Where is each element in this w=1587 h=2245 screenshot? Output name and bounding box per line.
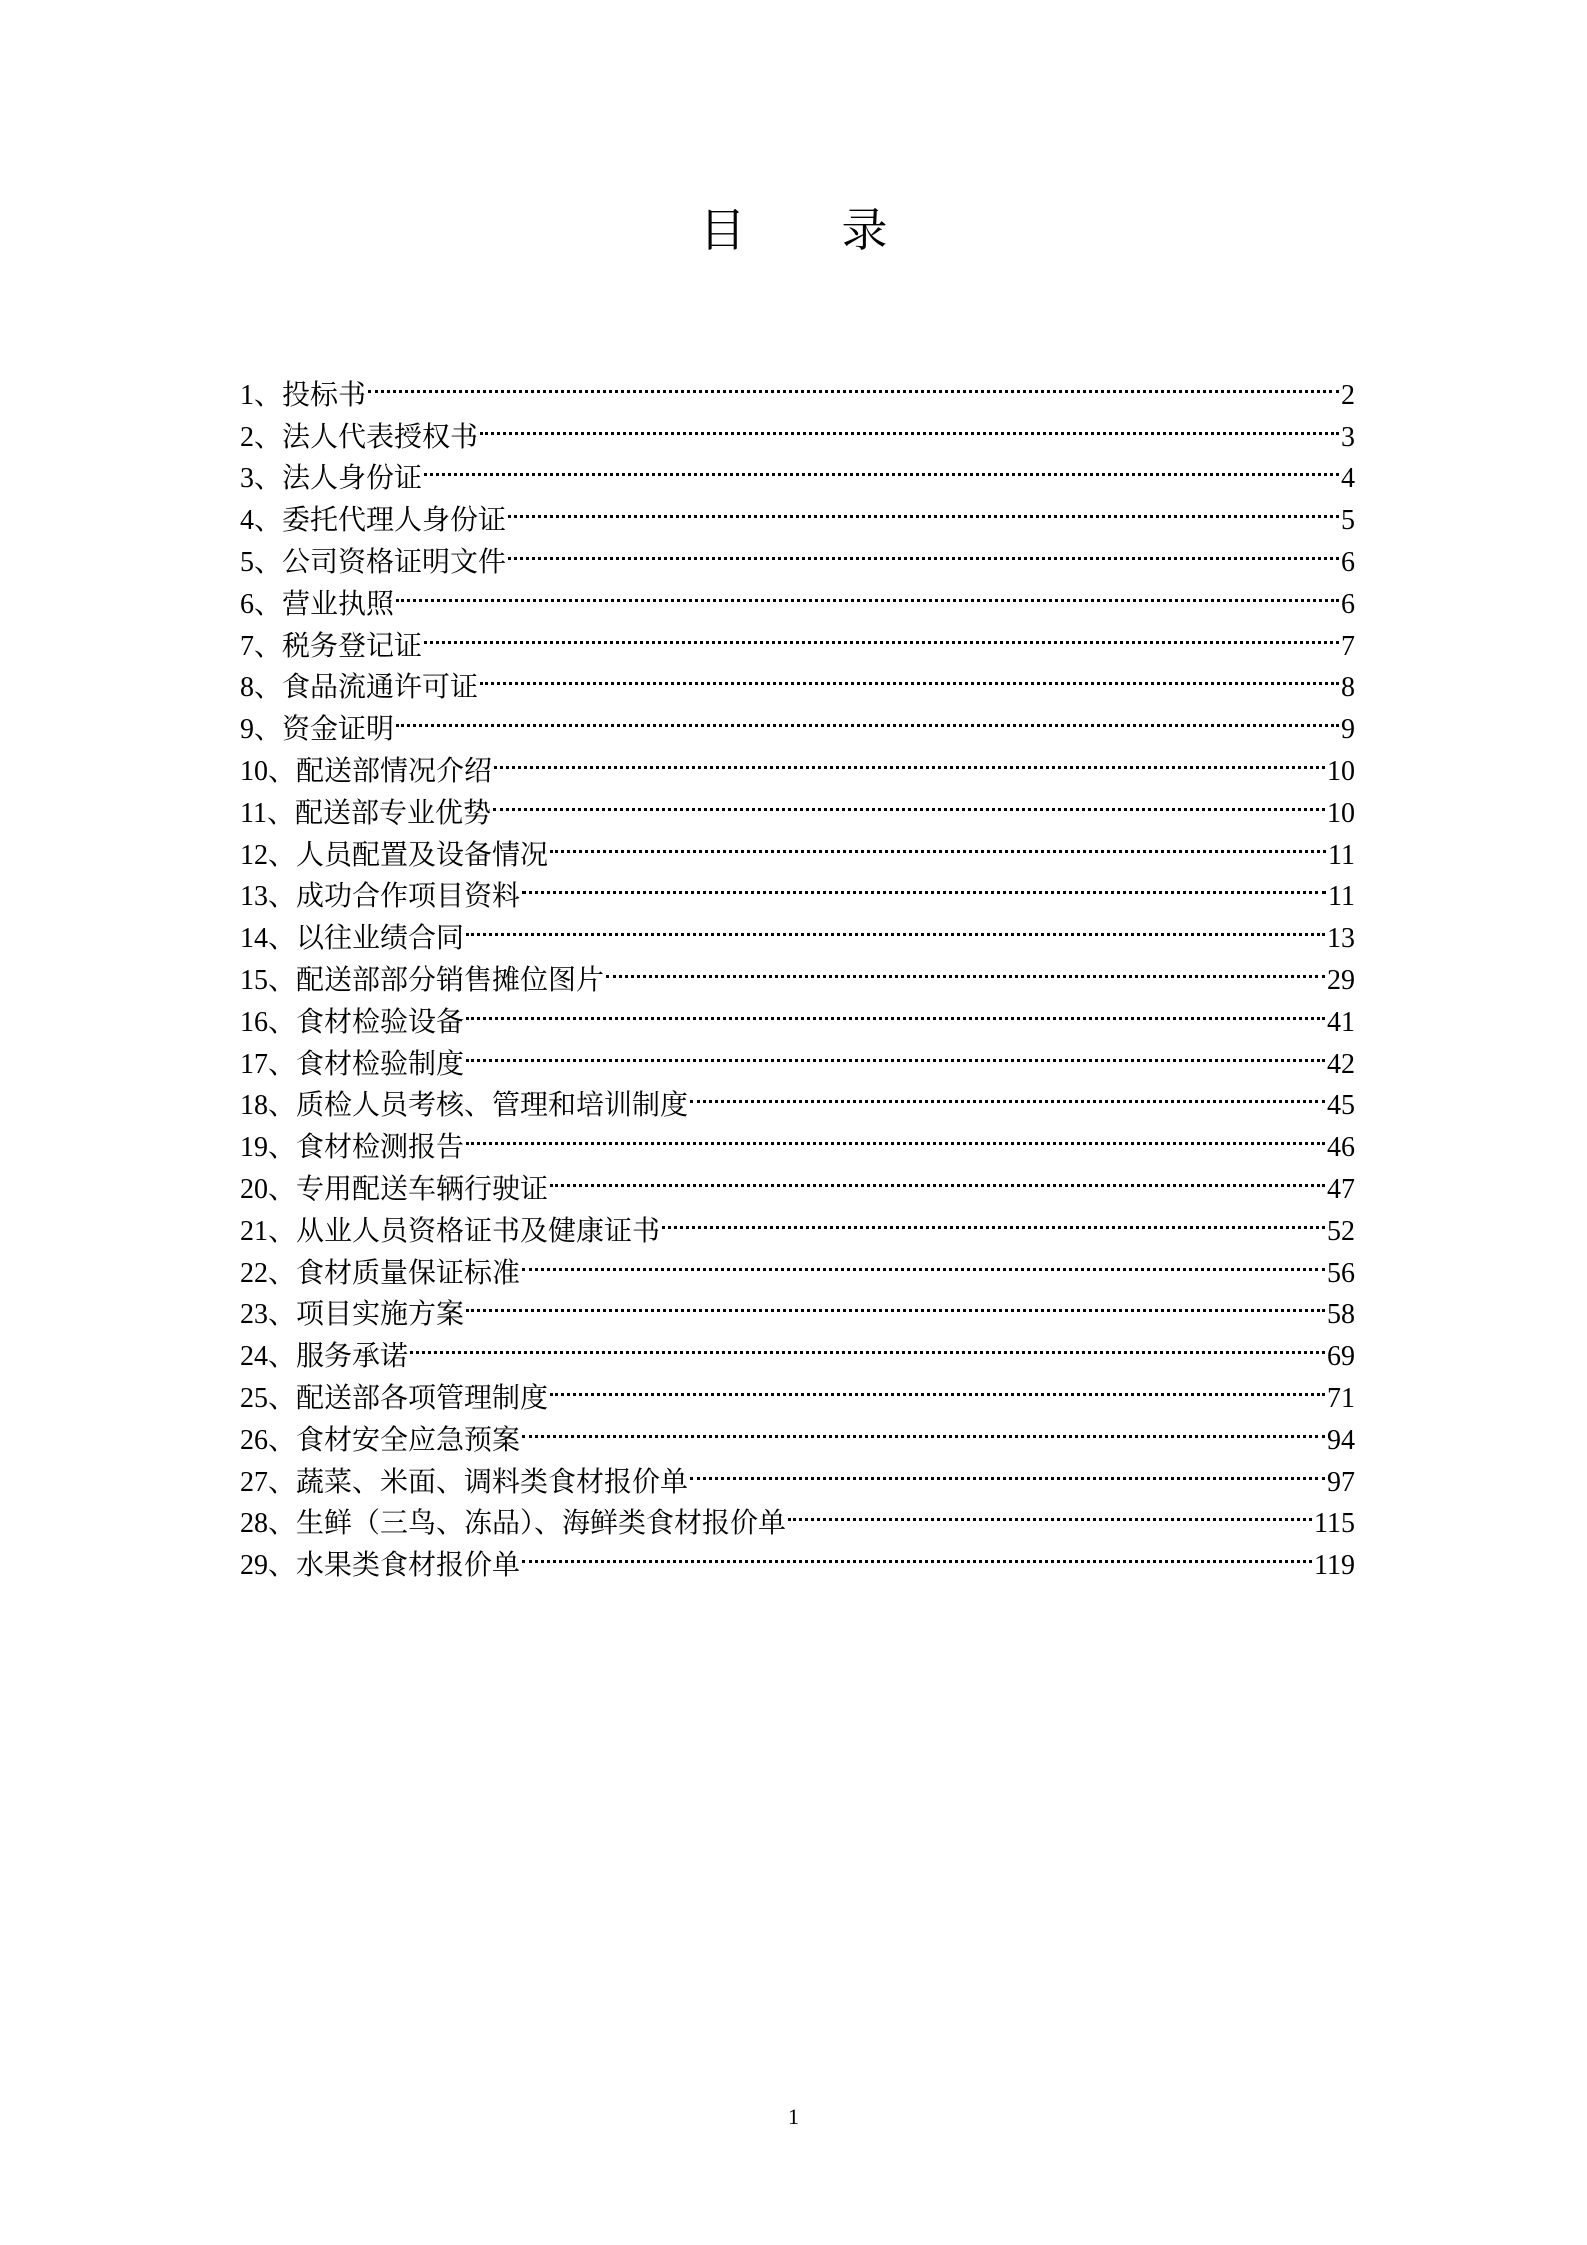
toc-entry-number: 27 — [240, 1466, 268, 1498]
toc-entry-page-number: 6 — [1341, 546, 1355, 578]
toc-entry-number: 3 — [240, 463, 254, 495]
toc-entry-page-number: 6 — [1341, 588, 1355, 620]
toc-entry-page-number: 71 — [1327, 1382, 1355, 1414]
page-number: 1 — [788, 2104, 799, 2129]
toc-dot-leader — [466, 989, 1325, 1031]
toc-entry-label: 税务登记证 — [282, 628, 423, 662]
toc-entry-label: 水果类食材报价单 — [296, 1548, 521, 1582]
toc-entry[interactable] — [240, 404, 1355, 453]
toc-entry-number: 25 — [240, 1382, 268, 1414]
toc-dot-leader — [662, 1198, 1325, 1240]
toc-entry-page-number: 115 — [1314, 1508, 1355, 1540]
toc-entry-page-number: 8 — [1341, 672, 1355, 704]
toc-entry-separator: 、 — [268, 1004, 297, 1038]
toc-entry-separator: 、 — [266, 795, 295, 829]
toc-entry-separator: 、 — [268, 879, 297, 913]
toc-entry-number: 20 — [240, 1173, 268, 1205]
toc-dot-leader — [410, 1323, 1325, 1365]
toc-entry-label: 食品流通许可证 — [282, 670, 479, 704]
toc-dot-leader — [550, 1156, 1325, 1198]
toc-entry-number: 12 — [240, 839, 268, 871]
toc-dot-leader — [396, 696, 1339, 738]
toc-entry-label: 成功合作项目资料 — [296, 879, 521, 913]
toc-entry-separator: 、 — [254, 503, 283, 537]
toc-entry-page-number: 3 — [1341, 421, 1355, 453]
toc-entry-page-number: 94 — [1327, 1424, 1355, 1456]
toc-entry-label: 食材检验制度 — [296, 1046, 465, 1080]
toc-entry-separator: 、 — [268, 1130, 297, 1164]
toc-entry-page-number: 58 — [1327, 1299, 1355, 1331]
toc-entry[interactable] — [240, 362, 1355, 411]
toc-entry-page-number: 46 — [1327, 1132, 1355, 1164]
toc-entry-label: 公司资格证明文件 — [282, 544, 507, 578]
toc-entry-page-number: 2 — [1341, 379, 1355, 411]
toc-dot-leader — [522, 1407, 1325, 1449]
toc-entry-label: 食材检验设备 — [296, 1004, 465, 1038]
toc-dot-leader — [466, 905, 1325, 947]
toc-entry-page-number: 41 — [1327, 1006, 1355, 1038]
toc-entry-separator: 、 — [254, 419, 283, 453]
toc-entry-separator: 、 — [268, 921, 297, 955]
toc-entry-page-number: 45 — [1327, 1090, 1355, 1122]
toc-entry-number: 28 — [240, 1508, 268, 1540]
toc-entry-label: 配送部各项管理制度 — [296, 1380, 549, 1414]
toc-entry-number: 21 — [240, 1215, 268, 1247]
page-title: 目录 — [699, 203, 984, 257]
toc-entry[interactable] — [240, 613, 1355, 662]
toc-entry-label: 食材安全应急预案 — [296, 1422, 521, 1456]
toc-dot-leader — [690, 1449, 1325, 1491]
toc-entry-separator: 、 — [268, 1548, 297, 1582]
toc-entry-number: 13 — [240, 881, 268, 913]
toc-entry-separator: 、 — [268, 1088, 297, 1122]
toc-entry-page-number: 42 — [1327, 1048, 1355, 1080]
toc-entry-label: 法人身份证 — [282, 461, 423, 495]
toc-entry-number: 18 — [240, 1090, 268, 1122]
toc-entry-page-number: 7 — [1341, 630, 1355, 662]
toc-entry-separator: 、 — [268, 1297, 297, 1331]
toc-entry-number: 9 — [240, 714, 254, 746]
toc-entry-number: 4 — [240, 505, 254, 537]
toc-entry-label: 质检人员考核、管理和培训制度 — [296, 1088, 689, 1122]
toc-entry-label: 以往业绩合同 — [296, 921, 465, 955]
toc-dot-leader — [466, 1031, 1325, 1073]
toc-entry-label: 投标书 — [282, 377, 367, 411]
toc-entry-page-number: 9 — [1341, 714, 1355, 746]
toc-entry-number: 16 — [240, 1006, 268, 1038]
toc-entry-separator: 、 — [254, 377, 283, 411]
toc-dot-leader — [690, 1073, 1325, 1115]
toc-entry-number: 6 — [240, 588, 254, 620]
toc-entry-separator: 、 — [268, 1422, 297, 1456]
toc-entry-page-number: 97 — [1327, 1466, 1355, 1498]
toc-entry-label: 食材检测报告 — [296, 1130, 465, 1164]
toc-entry[interactable] — [240, 738, 1355, 787]
toc-entry-label: 服务承诺 — [296, 1339, 409, 1373]
toc-dot-leader — [396, 571, 1339, 613]
toc-dot-leader — [522, 1532, 1312, 1574]
toc-entry[interactable] — [240, 696, 1355, 746]
toc-entry-label: 从业人员资格证书及健康证书 — [296, 1213, 661, 1247]
toc-entry-separator: 、 — [268, 1046, 297, 1080]
toc-entry-label: 配送部情况介绍 — [296, 753, 493, 787]
toc-entry-number: 2 — [240, 421, 254, 453]
toc-entry-number: 19 — [240, 1132, 268, 1164]
toc-entry-separator: 、 — [268, 1506, 297, 1540]
toc-entry-separator: 、 — [254, 712, 283, 746]
toc-entry-label: 生鲜（三鸟、冻品）、海鲜类食材报价单 — [296, 1506, 787, 1540]
toc-entry-number: 11 — [240, 797, 267, 829]
toc-entry-separator: 、 — [268, 1171, 297, 1205]
toc-entry-page-number: 69 — [1327, 1341, 1355, 1373]
toc-entry-separator: 、 — [268, 1339, 297, 1373]
toc-dot-leader — [368, 362, 1339, 404]
toc-entry-number: 29 — [240, 1550, 268, 1582]
toc-entry-page-number: 10 — [1327, 797, 1355, 829]
toc-entry-page-number: 52 — [1327, 1215, 1355, 1247]
toc-dot-leader — [494, 738, 1325, 780]
toc-entry-number: 8 — [240, 672, 254, 704]
toc-entry[interactable] — [240, 571, 1355, 620]
toc-entry-page-number: 56 — [1327, 1257, 1355, 1289]
toc-entry-separator: 、 — [268, 753, 297, 787]
toc-dot-leader — [550, 1365, 1325, 1407]
toc-entry-page-number: 10 — [1327, 755, 1355, 787]
toc-entry-label: 配送部部分销售摊位图片 — [296, 962, 605, 996]
toc-entry-label: 营业执照 — [282, 586, 395, 620]
toc-entry-number: 1 — [240, 379, 254, 411]
toc-dot-leader — [424, 446, 1339, 488]
toc-entry-label: 法人代表授权书 — [282, 419, 479, 453]
toc-entry-separator: 、 — [268, 1255, 297, 1289]
toc-entry-page-number: 5 — [1341, 505, 1355, 537]
toc-entry-label: 配送部专业优势 — [294, 795, 491, 829]
toc-dot-leader — [522, 864, 1326, 906]
toc-entry-label: 项目实施方案 — [296, 1297, 465, 1331]
toc-entry-page-number: 11 — [1328, 881, 1355, 913]
toc-entry-number: 5 — [240, 546, 254, 578]
toc-dot-leader — [466, 1114, 1325, 1156]
toc-entry-page-number: 4 — [1341, 463, 1355, 495]
toc-entry-separator: 、 — [254, 544, 283, 578]
toc-entry-label: 食材质量保证标准 — [296, 1255, 521, 1289]
toc-dot-leader — [480, 655, 1339, 697]
toc-dot-leader — [606, 947, 1325, 989]
toc-entry-number: 17 — [240, 1048, 268, 1080]
toc-entry-label: 资金证明 — [282, 712, 395, 746]
toc-entry-label: 委托代理人身份证 — [282, 503, 507, 537]
toc-entry-label: 专用配送车辆行驶证 — [296, 1171, 549, 1205]
toc-entry-separator: 、 — [254, 670, 283, 704]
toc-dot-leader — [550, 822, 1326, 864]
toc-entry-number: 7 — [240, 630, 254, 662]
toc-entry-number: 15 — [240, 964, 268, 996]
toc-dot-leader — [424, 613, 1339, 655]
toc-entry-separator: 、 — [268, 837, 297, 871]
toc-dot-leader — [508, 529, 1339, 571]
toc-entry-separator: 、 — [268, 1464, 297, 1498]
toc-dot-leader — [508, 487, 1339, 529]
toc-entry-page-number: 13 — [1327, 923, 1355, 955]
toc-entry-page-number: 29 — [1327, 964, 1355, 996]
table-of-contents — [240, 362, 1355, 1582]
toc-dot-leader — [788, 1491, 1312, 1533]
toc-entry-separator: 、 — [254, 461, 283, 495]
toc-entry-number: 14 — [240, 923, 268, 955]
toc-dot-leader — [493, 780, 1325, 822]
toc-entry-number: 23 — [240, 1299, 268, 1331]
toc-entry-number: 26 — [240, 1424, 268, 1456]
toc-entry-label: 人员配置及设备情况 — [296, 837, 549, 871]
toc-entry-separator: 、 — [268, 1380, 297, 1414]
toc-entry-separator: 、 — [254, 586, 283, 620]
toc-entry-label: 蔬菜、米面、调料类食材报价单 — [296, 1464, 689, 1498]
toc-dot-leader — [466, 1282, 1325, 1324]
toc-dot-leader — [480, 404, 1339, 446]
toc-entry-page-number: 47 — [1327, 1173, 1355, 1205]
toc-dot-leader — [522, 1240, 1325, 1282]
toc-entry-separator: 、 — [254, 628, 283, 662]
toc-entry-number: 24 — [240, 1341, 268, 1373]
toc-entry-separator: 、 — [268, 962, 297, 996]
toc-entry-separator: 、 — [268, 1213, 297, 1247]
toc-entry-page-number: 119 — [1314, 1550, 1355, 1582]
toc-entry-number: 22 — [240, 1257, 268, 1289]
toc-entry-page-number: 11 — [1328, 839, 1355, 871]
toc-entry-number: 10 — [240, 755, 268, 787]
